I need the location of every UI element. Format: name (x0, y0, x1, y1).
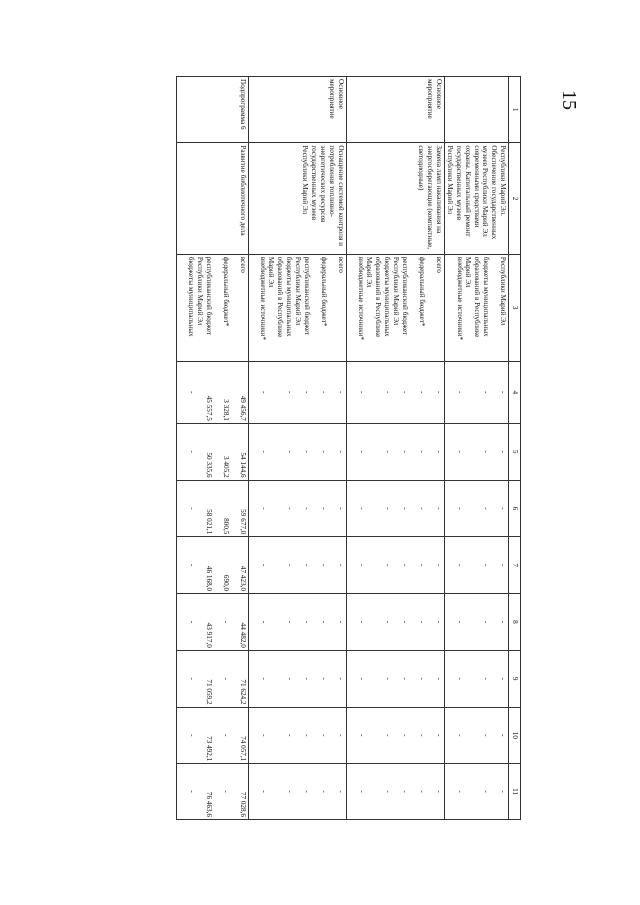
value-cell: 71 624,2 - 71 059,2 - (177, 650, 249, 707)
funding-sources-cell (346, 254, 444, 361)
value-cell: - - - - - (248, 594, 346, 651)
column-number: 4 (509, 361, 521, 423)
column-number: 8 (509, 594, 521, 651)
value-cell: 74 057,1 - 73 492,1 - (177, 707, 249, 764)
value-cell: - - - - - (248, 650, 346, 707)
table-row (248, 77, 346, 820)
value-cell: 49 456,7 3 328,1 45 557,5 - (177, 361, 249, 423)
column-number: 10 (509, 707, 521, 764)
value-cell: - - - - - (248, 423, 346, 480)
measure-name-cell: Развитие библиотечного дела (177, 143, 249, 254)
table-row (346, 77, 444, 820)
funding-source: федеральный бюджет* (221, 256, 230, 327)
value-cell: - - - (444, 361, 508, 423)
funding-sources-cell (444, 254, 508, 361)
funding-sources-cell (177, 254, 249, 361)
budget-table (176, 76, 521, 820)
funding-source: всего (238, 256, 247, 273)
table-row (444, 77, 508, 820)
value-cell: - - - - - (248, 707, 346, 764)
value-cell: 54 144,6 3 405,2 50 335,6 - (177, 423, 249, 480)
measure-name-cell: Замена ламп накаливания на энергосберегающие (компактные, светодиодные) (346, 143, 444, 254)
funding-source: республиканский бюджет Республики Марий Эл (391, 256, 409, 336)
value-cell: - - - (444, 423, 508, 480)
column-number: 3 (509, 254, 521, 361)
funding-source: Республики Марий Эл (499, 256, 507, 326)
value-cell: - - - (444, 707, 508, 764)
value-cell: - - - - - (248, 764, 346, 820)
value-cell: - - - - - (346, 361, 444, 423)
funding-source: внебюджетные источники* (455, 256, 464, 341)
column-number: 1 (509, 77, 521, 143)
value-cell: - - - - - (346, 537, 444, 594)
column-number: 11 (509, 764, 521, 820)
funding-source: бюджеты муниципальных образований в Республике Марий Эл (464, 256, 490, 338)
value-cell: - - - (444, 537, 508, 594)
value-cell: - - - - - (346, 594, 444, 651)
value-cell: - - - (444, 764, 508, 820)
value-cell: - - - - - (346, 764, 444, 820)
funding-source: всего (336, 256, 345, 273)
funding-source: республиканский бюджет Республики Марий Эл (293, 256, 311, 336)
column-number: 2 (509, 143, 521, 254)
value-cell: - - - (444, 480, 508, 537)
value-cell: - - - - - (248, 480, 346, 537)
value-cell: - - - - - (346, 707, 444, 764)
value-cell: - - - - - (346, 423, 444, 480)
column-number: 7 (509, 537, 521, 594)
value-cell: 44 482,0 - 43 917,0 - (177, 594, 249, 651)
value-cell: 59 677,0 800,5 58 021,1 - (177, 480, 249, 537)
value-cell: 47 423,0 690,0 46 168,0 - (177, 537, 249, 594)
value-cell: - - - - - (346, 650, 444, 707)
measure-type-cell (444, 77, 508, 143)
table-frame (0, 76, 521, 817)
funding-source: всего (434, 256, 443, 273)
table-row (177, 77, 249, 820)
funding-sources-cell (248, 254, 346, 361)
value-cell: - - - - - (248, 361, 346, 423)
measure-type-cell: Подпрограмма 6 (177, 77, 249, 143)
column-number: 6 (509, 480, 521, 537)
value-cell: - - - - - (346, 480, 444, 537)
value-cell: - - - - - (248, 537, 346, 594)
measure-type-cell: Основное мероприятие (248, 77, 346, 143)
column-number: 9 (509, 650, 521, 707)
funding-source: внебюджетные источники* (258, 256, 267, 341)
value-cell: - - - (444, 594, 508, 651)
page-number: 15 (558, 90, 580, 110)
measure-name-cell: Республики Марий Эл. Обеспечение государственных музеев Республики Марий Эл современными средствами охраны. Капитальный ремонт государственных музеев Республики Марий Эл (444, 143, 508, 254)
funding-source: бюджеты муниципальных образований в Республике Марий Эл (267, 256, 294, 338)
funding-source: бюджеты муниципальных (187, 256, 196, 337)
measure-name-cell: Оснащение системой контроля и потребления топливно-энергетических ресурсов государственных музеев Республики Марий Эл (248, 143, 346, 254)
funding-source: федеральный бюджет* (417, 256, 426, 327)
funding-source: бюджеты муниципальных образований в Республике Марий Эл (365, 256, 391, 338)
column-number: 5 (509, 423, 521, 480)
value-cell: - - - (444, 650, 508, 707)
column-number-row (509, 77, 521, 820)
measure-type-cell: Основное мероприятие (346, 77, 444, 143)
funding-source: республиканский бюджет Республики Марий Эл (195, 256, 213, 336)
funding-source: внебюджетные источники* (356, 256, 365, 341)
funding-source: федеральный бюджет* (319, 256, 328, 327)
value-cell: 77 028,6 - 76 463,6 - (177, 764, 249, 820)
